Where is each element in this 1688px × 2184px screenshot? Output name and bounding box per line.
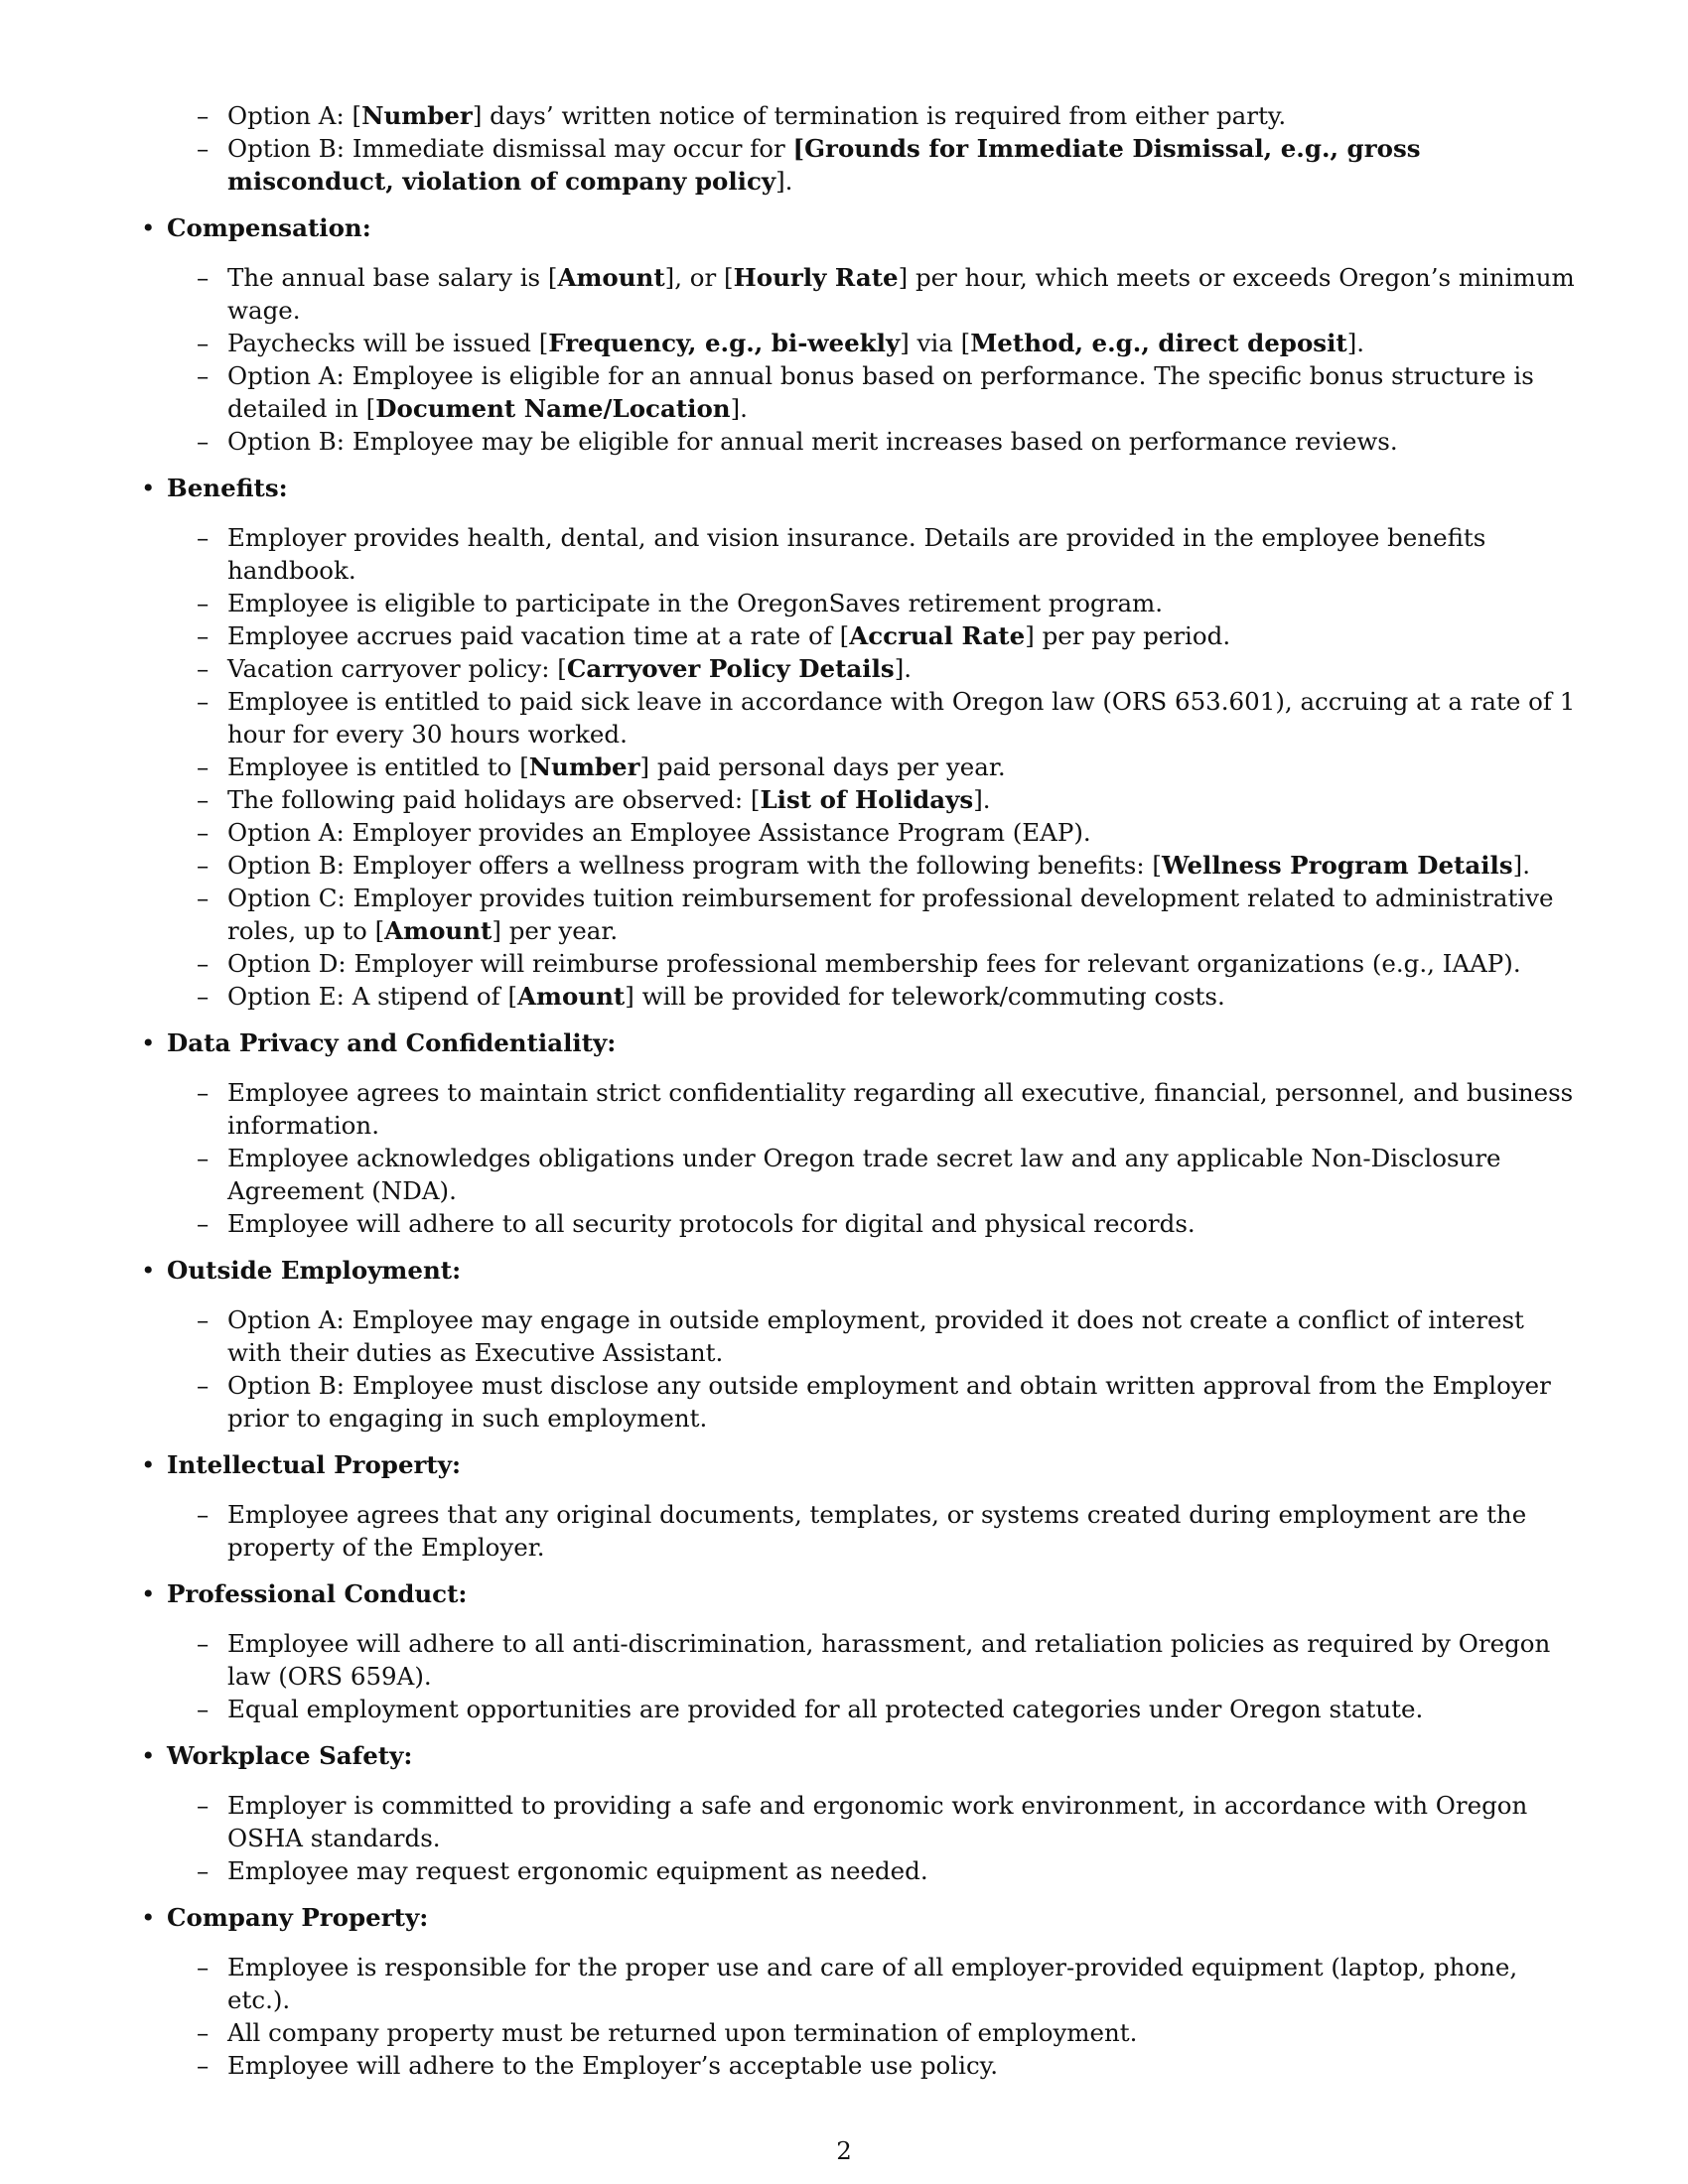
list-item (167, 521, 1582, 587)
item-text: ]. (973, 785, 991, 814)
placeholder-field: Amount (517, 982, 626, 1011)
placeholder-field: Accrual Rate (849, 621, 1026, 650)
list-item (167, 1498, 1582, 1564)
item-text: Employee is entitled to [ (227, 752, 529, 781)
item-text: Employee will adhere to all security protocols for digital and physical records. (227, 1209, 1196, 1238)
list-item (167, 2016, 1582, 2049)
list-item (167, 816, 1582, 849)
dash-marker: – (197, 1629, 210, 1658)
dash-marker: – (197, 851, 210, 880)
section-company-property (132, 1901, 1582, 2082)
item-text: ] will be provided for telework/commuting costs. (625, 982, 1225, 1011)
item-text: Employee will adhere to the Employer’s acceptable use policy. (227, 2051, 999, 2080)
item-text: Option B: Employee must disclose any outside employment and obtain written approval from the Employer prior to engaging in such employment. (227, 1371, 1551, 1433)
section-heading (141, 1254, 1582, 1287)
bullet-marker: • (141, 1903, 156, 1932)
section-data-privacy-and-confidentiality (132, 1026, 1582, 1240)
list-item (167, 2049, 1582, 2082)
item-text: Employee acknowledges obligations under Oregon trade secret law and any applicable Non-Disclosure Agreement (NDA). (227, 1144, 1501, 1205)
item-text: ], or [ (664, 263, 734, 292)
dash-marker: – (197, 1305, 210, 1334)
dash-marker: – (197, 785, 210, 814)
item-text: ]. (1346, 329, 1365, 357)
section-items (167, 261, 1582, 458)
item-text: Option E: A stipend of [ (227, 982, 518, 1011)
section-items (167, 521, 1582, 1013)
item-text: Option A: [ (227, 101, 362, 130)
sections-container (132, 211, 1582, 2082)
section-heading (141, 472, 1582, 504)
item-text: Employee will adhere to all anti-discrimination, harassment, and retaliation policies as required by Oregon law (ORS 659A). (227, 1629, 1551, 1691)
placeholder-field: Document Name/Location (375, 394, 731, 423)
section-items (167, 1076, 1582, 1240)
item-text: ] days’ written notice of termination is required from either party. (472, 101, 1287, 130)
list-item (167, 947, 1582, 980)
list-item (167, 619, 1582, 652)
dash-marker: – (197, 1695, 210, 1723)
bullet-marker: • (141, 1256, 156, 1285)
item-text: Vacation carryover policy: [ (227, 654, 567, 683)
item-text: Option C: Employer provides tuition reimbursement for professional development related to administrative roles, up to [ (227, 884, 1554, 945)
item-text: ] via [ (900, 329, 971, 357)
dash-marker: – (197, 687, 210, 716)
item-text: Equal employment opportunities are provided for all protected categories under Oregon statute. (227, 1695, 1424, 1723)
bullet-marker: • (141, 1450, 156, 1479)
item-text: All company property must be returned upon termination of employment. (227, 2018, 1138, 2047)
dash-marker: – (197, 523, 210, 552)
item-text: Option D: Employer will reimburse professional membership fees for relevant organizations (e.g., IAAP). (227, 949, 1521, 978)
section-items (167, 1951, 1582, 2082)
bullet-marker: • (141, 1741, 156, 1770)
bullet-marker: • (141, 1579, 156, 1608)
dash-marker: – (197, 1371, 210, 1400)
dash-marker: – (197, 1209, 210, 1238)
section-compensation (132, 211, 1582, 458)
item-text: The following paid holidays are observed: [ (227, 785, 761, 814)
dash-marker: – (197, 884, 210, 912)
section-title: Outside Employment: (167, 1256, 462, 1285)
dash-marker: – (197, 589, 210, 617)
dash-marker: – (197, 1144, 210, 1172)
dash-marker: – (197, 818, 210, 847)
list-item (167, 783, 1582, 816)
item-text: ]. (894, 654, 913, 683)
section-heading (141, 211, 1582, 244)
section-intellectual-property (132, 1448, 1582, 1564)
list-item (132, 132, 1582, 198)
item-text: Employee agrees to maintain strict confidentiality regarding all executive, financial, personnel, and business information. (227, 1078, 1574, 1140)
placeholder-field: List of Holidays (760, 785, 974, 814)
item-text: Employee is responsible for the proper use and care of all employer-provided equipment (laptop, phone, etc.). (227, 1953, 1518, 2014)
list-item (167, 1076, 1582, 1142)
dash-marker: – (197, 2051, 210, 2080)
dash-marker: – (197, 654, 210, 683)
item-text: Employee may request ergonomic equipment as needed. (227, 1856, 928, 1885)
item-text: Option A: Employer provides an Employee Assistance Program (EAP). (227, 818, 1091, 847)
list-item (167, 587, 1582, 619)
list-item (167, 1207, 1582, 1240)
placeholder-field: Amount (557, 263, 665, 292)
dash-marker: – (197, 2018, 210, 2047)
dash-marker: – (197, 263, 210, 292)
section-items (167, 1627, 1582, 1725)
section-professional-conduct (132, 1577, 1582, 1725)
item-text: Option A: Employee may engage in outside employment, provided it does not create a conflict of interest with their duties as Executive Assistant. (227, 1305, 1524, 1367)
section-items (167, 1498, 1582, 1564)
list-item (167, 261, 1582, 327)
section-items (167, 1789, 1582, 1887)
item-text: Option A: Employee is eligible for an annual bonus based on performance. The specific bonus structure is detailed in [ (227, 361, 1534, 423)
list-item (167, 1951, 1582, 2016)
section-title: Compensation: (167, 213, 371, 242)
bullet-marker: • (141, 213, 156, 242)
section-benefits (132, 472, 1582, 1013)
section-title: Workplace Safety: (167, 1741, 413, 1770)
termination-options-list (132, 99, 1582, 198)
list-item (167, 1142, 1582, 1207)
dash-marker: – (197, 361, 210, 390)
list-item (167, 751, 1582, 783)
section-items (167, 1303, 1582, 1434)
dash-marker: – (197, 134, 210, 163)
list-item (167, 849, 1582, 882)
list-item (167, 1627, 1582, 1693)
list-item (167, 980, 1582, 1013)
item-text: Option B: Employee may be eligible for annual merit increases based on performance reviews. (227, 427, 1398, 456)
item-text: Employee agrees that any original documents, templates, or systems created during employment are the property of the Employer. (227, 1500, 1527, 1562)
item-text: ]. (775, 167, 793, 196)
dash-marker: – (197, 621, 210, 650)
dash-marker: – (197, 329, 210, 357)
list-item (167, 1789, 1582, 1854)
placeholder-field: [Grounds for Immediate Dismissal, e.g., gross misconduct, violation of company policy (227, 134, 1421, 196)
item-text: Employer is committed to providing a safe and ergonomic work environment, in accordance with Oregon OSHA standards. (227, 1791, 1528, 1852)
list-item (167, 327, 1582, 359)
list-item (167, 359, 1582, 425)
item-text: Option B: Employer offers a wellness program with the following benefits: [ (227, 851, 1162, 880)
list-item (167, 1693, 1582, 1725)
item-text: ]. (730, 394, 748, 423)
item-text: ] per pay period. (1025, 621, 1231, 650)
item-text: ]. (1512, 851, 1531, 880)
list-item (167, 652, 1582, 685)
section-heading (141, 1448, 1582, 1481)
item-text: Option B: Immediate dismissal may occur for (227, 134, 793, 163)
item-text: ] per hour, which meets or exceeds Oregon’s minimum wage. (227, 263, 1575, 325)
list-item (167, 1854, 1582, 1887)
list-item (167, 1369, 1582, 1434)
placeholder-field: Hourly Rate (733, 263, 899, 292)
section-heading (141, 1026, 1582, 1059)
dash-marker: – (197, 1953, 210, 1981)
item-text: Employee is eligible to participate in the OregonSaves retirement program. (227, 589, 1164, 617)
list-item (167, 882, 1582, 947)
item-text: Employee is entitled to paid sick leave in accordance with Oregon law (ORS 653.601), accruing at a rate of 1 hour for every 30 hours worked. (227, 687, 1576, 749)
page-number: 2 (836, 2136, 852, 2165)
placeholder-field: Amount (384, 916, 492, 945)
section-heading (141, 1901, 1582, 1934)
dash-marker: – (197, 752, 210, 781)
placeholder-field: Number (361, 101, 473, 130)
section-title: Company Property: (167, 1903, 429, 1932)
list-item (167, 685, 1582, 751)
list-item (167, 425, 1582, 458)
item-text: Employee accrues paid vacation time at a rate of [ (227, 621, 850, 650)
item-text: ] per year. (492, 916, 619, 945)
placeholder-field: Frequency, e.g., bi-weekly (548, 329, 901, 357)
list-item (167, 1303, 1582, 1369)
item-text: Employer provides health, dental, and vision insurance. Details are provided in the employee benefits handbook. (227, 523, 1486, 585)
item-text: The annual base salary is [ (227, 263, 558, 292)
placeholder-field: Number (528, 752, 640, 781)
dash-marker: – (197, 427, 210, 456)
dash-marker: – (197, 982, 210, 1011)
dash-marker: – (197, 1078, 210, 1107)
placeholder-field: Carryover Policy Details (566, 654, 895, 683)
dash-marker: – (197, 1500, 210, 1529)
section-title: Intellectual Property: (167, 1450, 462, 1479)
item-text: ] paid personal days per year. (639, 752, 1006, 781)
list-item (132, 99, 1582, 132)
dash-marker: – (197, 1856, 210, 1885)
dash-marker: – (197, 101, 210, 130)
document-body (132, 99, 1582, 2082)
section-title: Benefits: (167, 474, 288, 502)
section-workplace-safety (132, 1739, 1582, 1887)
item-text: Paychecks will be issued [ (227, 329, 549, 357)
section-title: Data Privacy and Confidentiality: (167, 1028, 617, 1057)
placeholder-field: Wellness Program Details (1161, 851, 1513, 880)
section-title: Professional Conduct: (167, 1579, 468, 1608)
bullet-marker: • (141, 474, 156, 502)
section-heading (141, 1577, 1582, 1610)
section-heading (141, 1739, 1582, 1772)
bullet-marker: • (141, 1028, 156, 1057)
placeholder-field: Method, e.g., direct deposit (970, 329, 1347, 357)
dash-marker: – (197, 949, 210, 978)
dash-marker: – (197, 1791, 210, 1820)
section-outside-employment (132, 1254, 1582, 1434)
